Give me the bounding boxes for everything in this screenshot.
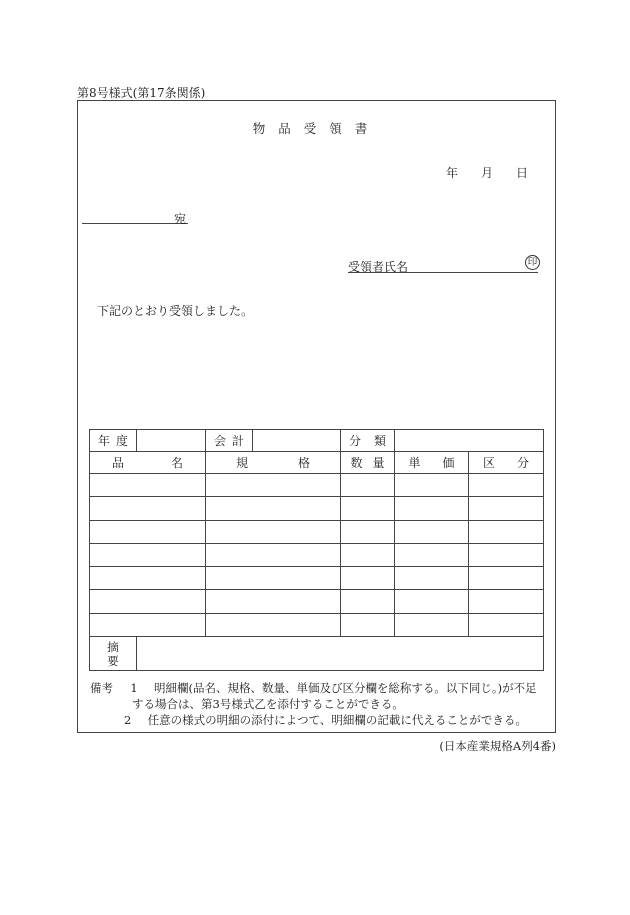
classification-header-char: 分 — [517, 456, 530, 470]
table-header-row-1 — [90, 430, 544, 452]
table-header-row-2 — [90, 452, 544, 474]
table-row — [90, 497, 544, 520]
specification-cell[interactable] — [206, 543, 341, 566]
item-name-header-char: 品 — [112, 456, 125, 470]
unit-price-header-char: 単 — [408, 456, 421, 470]
date-month-label: 月 — [481, 166, 494, 180]
classification-cell[interactable] — [469, 520, 544, 543]
fiscal-year-label-char: 度 — [115, 434, 128, 448]
unit-price-cell[interactable] — [395, 543, 469, 566]
quantity-cell[interactable] — [341, 590, 395, 613]
date-day-label: 日 — [516, 166, 529, 180]
classification-header-char: 区 — [482, 456, 495, 470]
quantity-header-char: 量 — [372, 456, 385, 470]
note-1-text-continued: する場合は、第3号様式乙を添付することができる。 — [132, 697, 404, 711]
specification-cell[interactable] — [206, 613, 341, 636]
addressee-suffix: 宛 — [174, 212, 187, 226]
specification-cell[interactable] — [206, 567, 341, 590]
items-table — [89, 429, 544, 671]
classification-cell[interactable] — [469, 590, 544, 613]
unit-price-cell[interactable] — [395, 613, 469, 636]
unit-price-cell[interactable] — [395, 497, 469, 520]
note-1-text: 明細欄(品名、規格、数量、単価及び区分欄を総称する。以下同じ。)が不足 — [153, 681, 537, 695]
note-2-text: 任意の様式の明細の添付によつて、明細欄の記載に代えることができる。 — [147, 713, 527, 727]
remarks-label-char: 要 — [107, 653, 119, 668]
table-row — [90, 520, 544, 543]
classification-cell[interactable] — [469, 567, 544, 590]
category-label-char: 分 — [349, 434, 362, 448]
item-name-cell[interactable] — [90, 567, 206, 590]
quantity-cell[interactable] — [341, 543, 395, 566]
account-label-char: 計 — [231, 434, 244, 448]
paper-size-note: (日本産業規格A列4番) — [439, 739, 556, 753]
quantity-cell[interactable] — [341, 497, 395, 520]
specification-cell[interactable] — [206, 474, 341, 497]
note-number: 1 — [130, 681, 138, 695]
quantity-cell[interactable] — [341, 613, 395, 636]
specification-cell[interactable] — [206, 520, 341, 543]
remarks-label-cell — [90, 637, 137, 671]
quantity-cell[interactable] — [341, 474, 395, 497]
classification-cell[interactable] — [469, 474, 544, 497]
account-label-cell — [206, 430, 253, 452]
table-row — [90, 567, 544, 590]
item-name-cell[interactable] — [90, 590, 206, 613]
fiscal-year-label-cell — [90, 430, 137, 452]
specification-header-char: 規 — [236, 456, 249, 470]
recipient-name-label: 受領者氏名 — [348, 260, 409, 274]
classification-header — [469, 452, 544, 474]
quantity-cell[interactable] — [341, 520, 395, 543]
category-label-cell — [341, 430, 395, 452]
recipient-name-field[interactable] — [348, 272, 538, 273]
form-number-label: 第8号様式(第17条関係) — [77, 86, 206, 100]
addressee-field[interactable] — [82, 223, 188, 224]
document-title: 物品受領書 — [252, 121, 381, 136]
item-name-header — [90, 452, 206, 474]
remarks-label-char: 摘 — [107, 639, 119, 654]
account-label-char: 会 — [214, 434, 227, 448]
classification-cell[interactable] — [469, 497, 544, 520]
unit-price-cell[interactable] — [395, 474, 469, 497]
fiscal-year-label-char: 年 — [98, 434, 111, 448]
notes-section — [90, 680, 537, 728]
item-name-cell[interactable] — [90, 497, 206, 520]
date-year-label: 年 — [446, 166, 459, 180]
notes-heading: 備考 — [90, 681, 113, 695]
table-row — [90, 543, 544, 566]
note-number: 2 — [124, 713, 132, 727]
table-row — [90, 613, 544, 636]
seal-mark: 印 — [525, 255, 540, 270]
classification-cell[interactable] — [469, 613, 544, 636]
specification-header — [206, 452, 341, 474]
specification-cell[interactable] — [206, 497, 341, 520]
category-label-char: 類 — [373, 434, 386, 448]
quantity-header-char: 数 — [350, 456, 363, 470]
unit-price-cell[interactable] — [395, 590, 469, 613]
unit-price-header — [395, 452, 469, 474]
classification-cell[interactable] — [469, 543, 544, 566]
receipt-statement: 下記のとおり受領しました。 — [97, 304, 254, 318]
fiscal-year-field[interactable] — [137, 430, 206, 452]
specification-header-char: 格 — [297, 456, 310, 470]
quantity-header — [341, 452, 395, 474]
remarks-field[interactable] — [137, 637, 544, 671]
item-name-cell[interactable] — [90, 543, 206, 566]
quantity-cell[interactable] — [341, 567, 395, 590]
table-row — [90, 590, 544, 613]
table-row — [90, 474, 544, 497]
specification-cell[interactable] — [206, 590, 341, 613]
category-field[interactable] — [395, 430, 544, 452]
unit-price-cell[interactable] — [395, 520, 469, 543]
unit-price-cell[interactable] — [395, 567, 469, 590]
item-name-cell[interactable] — [90, 613, 206, 636]
account-field[interactable] — [253, 430, 341, 452]
remarks-row — [90, 637, 544, 671]
item-name-cell[interactable] — [90, 520, 206, 543]
item-name-header-char: 名 — [170, 456, 183, 470]
unit-price-header-char: 価 — [442, 456, 455, 470]
item-name-cell[interactable] — [90, 474, 206, 497]
